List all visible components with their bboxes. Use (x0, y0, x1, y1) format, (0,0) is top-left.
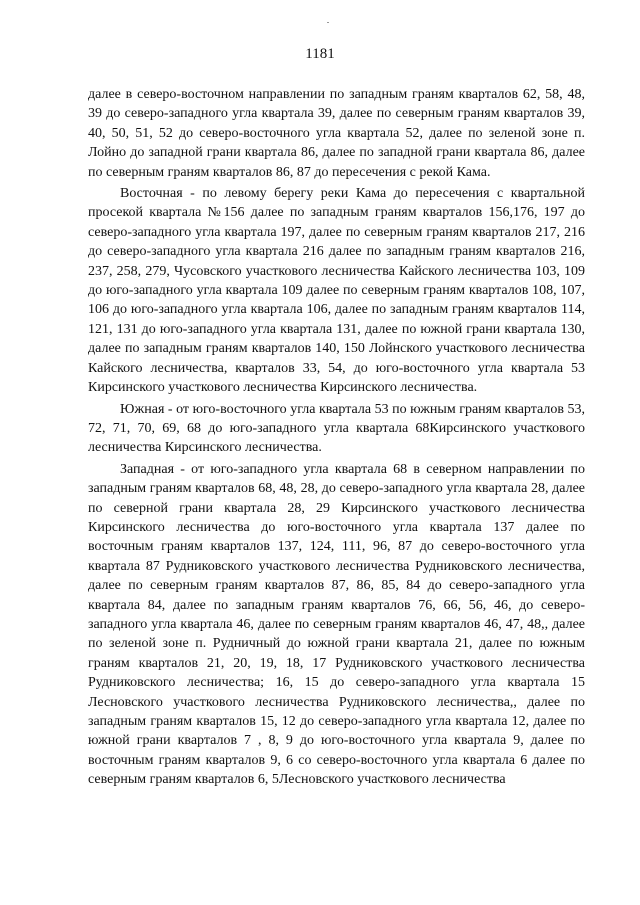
scan-mark (327, 22, 329, 23)
page-number: 1181 (305, 46, 335, 62)
paragraph-south-boundary: Южная - от юго-восточного угла квартала 53 по южным граням кварталов 53, 72, 71, 70, 69, 68 до юго-западного угла квартала 68Кирсинского участкового лесничества Кирсинского лесничества. (88, 401, 585, 456)
paragraph-north-continued: далее в северо-восточном направлении по западным граням кварталов 62, 58, 48, 39 до северо-западного угла квартала 39, далее по северным граням кварталов 39, 40, 50, 51, 52 до северо-восточного угла квартала 52, далее по зеленой зоне п. Лойно до западной грани квартала 86, далее по западной грани квартала 86, далее по северным граням кварталов 86, 87 до пересечения с рекой Кама. (88, 87, 585, 180)
paragraph-east-boundary: Восточная - по левому берегу реки Кама до пересечения с квартальной просекой квартала №156 далее по западным граням кварталов 156,176, 197 до северо-западного угла квартала 197, далее по северным граням кварталов 217, 216 до северо-западного угла квартала 216 далее по западным граням кварталов 216, 237, 258, 279, Чусовского участкового лесничества Кайского лесничества 103, 109 до юго-западного угла квартала 109 далее по северным граням кварталов 108, 107, 106 до юго-западного угла квартала 106, далее по западным граням кварталов 114, 121, 131 до юго-западного угла квартала 131, далее по южной грани квартала 130, далее по западным граням кварталов 140, 150 Лойнского участкового лесничества Кайского лесничества, кварталов 33, 54, до юго-восточного угла квартала 53 Кирсинского участкового лесничества Кирсинского лесничества. (88, 186, 585, 396)
document-body (88, 85, 585, 792)
paragraph-west-boundary: Западная - от юго-западного угла квартала 68 в северном направлении по западным граням кварталов 68, 48, 28, до северо-западного угла квартала 28, далее по северной грани квартала 28, 29 Кирсинского участкового лесничества Кирсинского лесничества до юго-восточного угла квартала 137 далее по восточным граням кварталов 137, 124, 111, 96, 87 до северо-восточного угла квартала 87 Рудниковского участкового лесничества Рудниковского лесничества, далее по северным граням кварталов 87, 86, 85, 84 до северо-западного угла квартала 84, далее по западным граням кварталов 76, 66, 56, 46, до северо-западного угла квартала 46, далее по северным граням кварталов 46, 47, 48,, далее по зеленой зоне п. Рудничный до южной грани квартала 21, далее по южным граням кварталов 21, 20, 19, 18, 17 Рудниковского участкового лесничества Рудниковского лесничества; 16, 15 до северо-западного угла квартала 15 Лесновского участкового лесничества Рудниковского лесничества,, далее по западным граням кварталов 15, 12 до северо-западного угла квартала 12, далее по южной грани кварталов 7 , 8, 9 до юго-восточного угла квартала 9, далее по восточным граням кварталов 9, 6 со северо-восточного угла квартала 6 далее по северным граням кварталов 6, 5Лесновского участкового лесничества (88, 461, 585, 788)
